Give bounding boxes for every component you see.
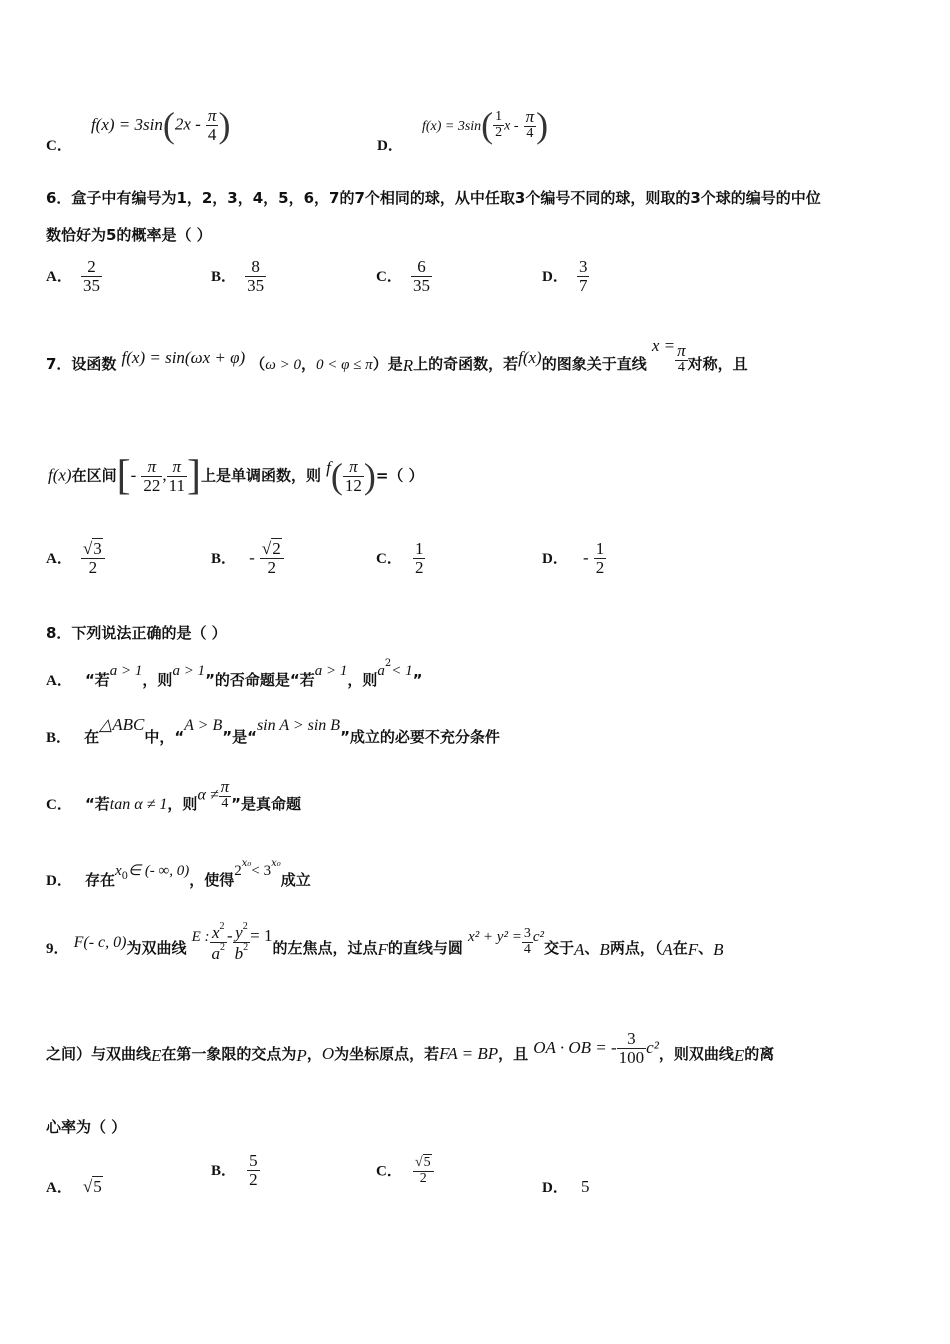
- fraction: $\frac{\pi}{4}$: [220, 777, 230, 811]
- q8-option-c[interactable]: C． “若tan α ≠ 1，则α ≠ $\frac{\pi}{4}$ ”是真命题: [46, 777, 302, 814]
- option-label: C．: [376, 550, 402, 567]
- option-label: A．: [46, 673, 72, 689]
- q7-stem-line1: 7．设函数 f(x) = sin(ωx + φ) （ω > 0，0 < φ ≤ π）是R上的奇函数，若f(x)的图象关于直线 x = $\frac{\pi}{4}$ 对称，且: [46, 336, 748, 376]
- q9-stem-line3: 心率为（ ）: [46, 1118, 127, 1136]
- q5-option-c[interactable]: C． f(x) = 3sin(2x - $\frac{\pi}{4}$ ): [46, 105, 231, 154]
- function-def: f(x) = sin(ωx + φ): [121, 348, 246, 368]
- option-label: B．: [211, 550, 237, 567]
- option-label: D．: [542, 550, 568, 567]
- fraction: $\frac{3}{4}$: [523, 926, 531, 957]
- option-label: D．: [542, 268, 568, 285]
- fraction: $\frac{3}{7}$: [578, 257, 588, 295]
- option-label: A．: [46, 550, 72, 567]
- fraction: $\frac{x^2}{a^2}$: [211, 921, 225, 963]
- fraction: $\frac{1}{2}$: [495, 108, 503, 140]
- q7-stem-line2: f(x)在区间[- $\frac{\pi}{22}$ , $\frac{\pi}{11}$ ]上是单调函数，则 f( $\frac{\pi}{12}$ )=（ ）: [48, 453, 424, 499]
- option-label: A．: [46, 1180, 72, 1196]
- q6-option-a[interactable]: [46, 258, 102, 295]
- fraction: $\frac{\pi}{11}$: [168, 456, 185, 495]
- option-label: C．: [376, 1163, 402, 1180]
- q7-option-d[interactable]: D． - $\frac{1}{2}$: [542, 539, 605, 577]
- fraction: $\frac{3}{100}$: [618, 1029, 645, 1067]
- q9-option-d[interactable]: D． 5: [542, 1177, 590, 1196]
- formula-lhs: f(x) = 3sin: [90, 114, 163, 134]
- q8-option-a[interactable]: A． “若a > 1，则a > 1”的否命题是“若a > 1，则$a^2< 1$”: [46, 658, 423, 689]
- q9-stem-line2: 之间）与双曲线E在第一象限的交点为P，O为坐标原点，若FA = BP，且 OA · OB = - $\frac{3}{100}$ c²，则双曲线E的离: [46, 1029, 775, 1067]
- fraction: $\frac{8}{35}$: [247, 257, 265, 295]
- fraction: $\frac{√5}{2}$: [413, 1156, 434, 1186]
- q6-option-b[interactable]: [211, 258, 266, 295]
- q6-option-c[interactable]: [376, 258, 432, 295]
- q6-stem-line1: 6．盒子中有编号为1，2，3，4，5，6，7的7个相同的球，从中任取3个编号不同的球，则取的3个球的编号的中位: [46, 189, 821, 207]
- q5-option-d[interactable]: D． f(x) = 3sin( $\frac{1}{2}$ x - $\frac{\pi}{4}$ ): [377, 105, 549, 154]
- fraction: $\frac{\pi}{22}$: [143, 456, 161, 495]
- fraction: $\frac{\pi}{4}$: [677, 341, 686, 375]
- fraction: $\frac{5}{2}$: [249, 1151, 258, 1189]
- option-label: B．: [211, 1162, 237, 1179]
- fraction: $\frac{√3}{2}$: [81, 540, 105, 577]
- option-label: D．: [542, 1180, 568, 1196]
- option-label: D．: [377, 137, 403, 154]
- formula-inner: 2x -: [174, 114, 201, 134]
- formula-lhs: f(x) = 3sin: [421, 118, 482, 134]
- fraction: $\frac{√2}{2}$: [260, 540, 284, 577]
- q7-option-b[interactable]: B． - $\frac{√2}{2}$: [211, 540, 284, 577]
- q9-option-a[interactable]: A． √5: [46, 1177, 102, 1196]
- q6-stem-line2: 数恰好为5的概率是（ ）: [46, 226, 212, 244]
- q9-stem-line1: 9． F(- c, 0)为双曲线 E : $\frac{x^2}{a^2}$ - $\frac{y^2}{b^2}$ = 1的左焦点，过点F的直线与圆 x² + y² = $\frac{3}{4}$ c²交于A、B两点，（A在F、B: [46, 921, 724, 963]
- q7-option-a[interactable]: [46, 540, 105, 577]
- fraction: $\frac{2}{35}$: [82, 257, 100, 295]
- fraction: $\frac{1}{2}$: [414, 539, 424, 577]
- q7-option-c[interactable]: [376, 540, 425, 577]
- fraction: $\frac{\pi}{4}$: [207, 105, 217, 144]
- option-label: C．: [46, 797, 72, 814]
- option-label: A．: [46, 268, 72, 285]
- option-label: D．: [46, 873, 72, 889]
- q9-option-c[interactable]: [376, 1156, 434, 1186]
- fraction: $\frac{y^2}{b^2}$: [234, 921, 249, 963]
- fraction: $\frac{1}{2}$: [595, 539, 605, 577]
- option-label: C．: [46, 137, 72, 154]
- q6-option-d[interactable]: [542, 258, 589, 295]
- q8-option-d[interactable]: D． 存在$x_0\in$ (- ∞, 0)，使得$2^{x_0}< 3^{x_0}$成立: [46, 858, 311, 889]
- q8-option-b[interactable]: B． 在△ABC中，“A > B”是“sin A > sin B”成立的必要不充分条件: [46, 715, 500, 746]
- option-label: B．: [211, 268, 237, 285]
- option-label: C．: [376, 268, 402, 285]
- fraction: $\frac{\pi}{12}$: [344, 456, 362, 495]
- q8-stem: 8．下列说法正确的是（ ）: [46, 624, 227, 642]
- fraction: $\frac{6}{35}$: [412, 257, 430, 295]
- q9-option-b[interactable]: [211, 1152, 260, 1189]
- fraction: $\frac{\pi}{4}$: [525, 107, 535, 142]
- option-label: B．: [46, 730, 72, 746]
